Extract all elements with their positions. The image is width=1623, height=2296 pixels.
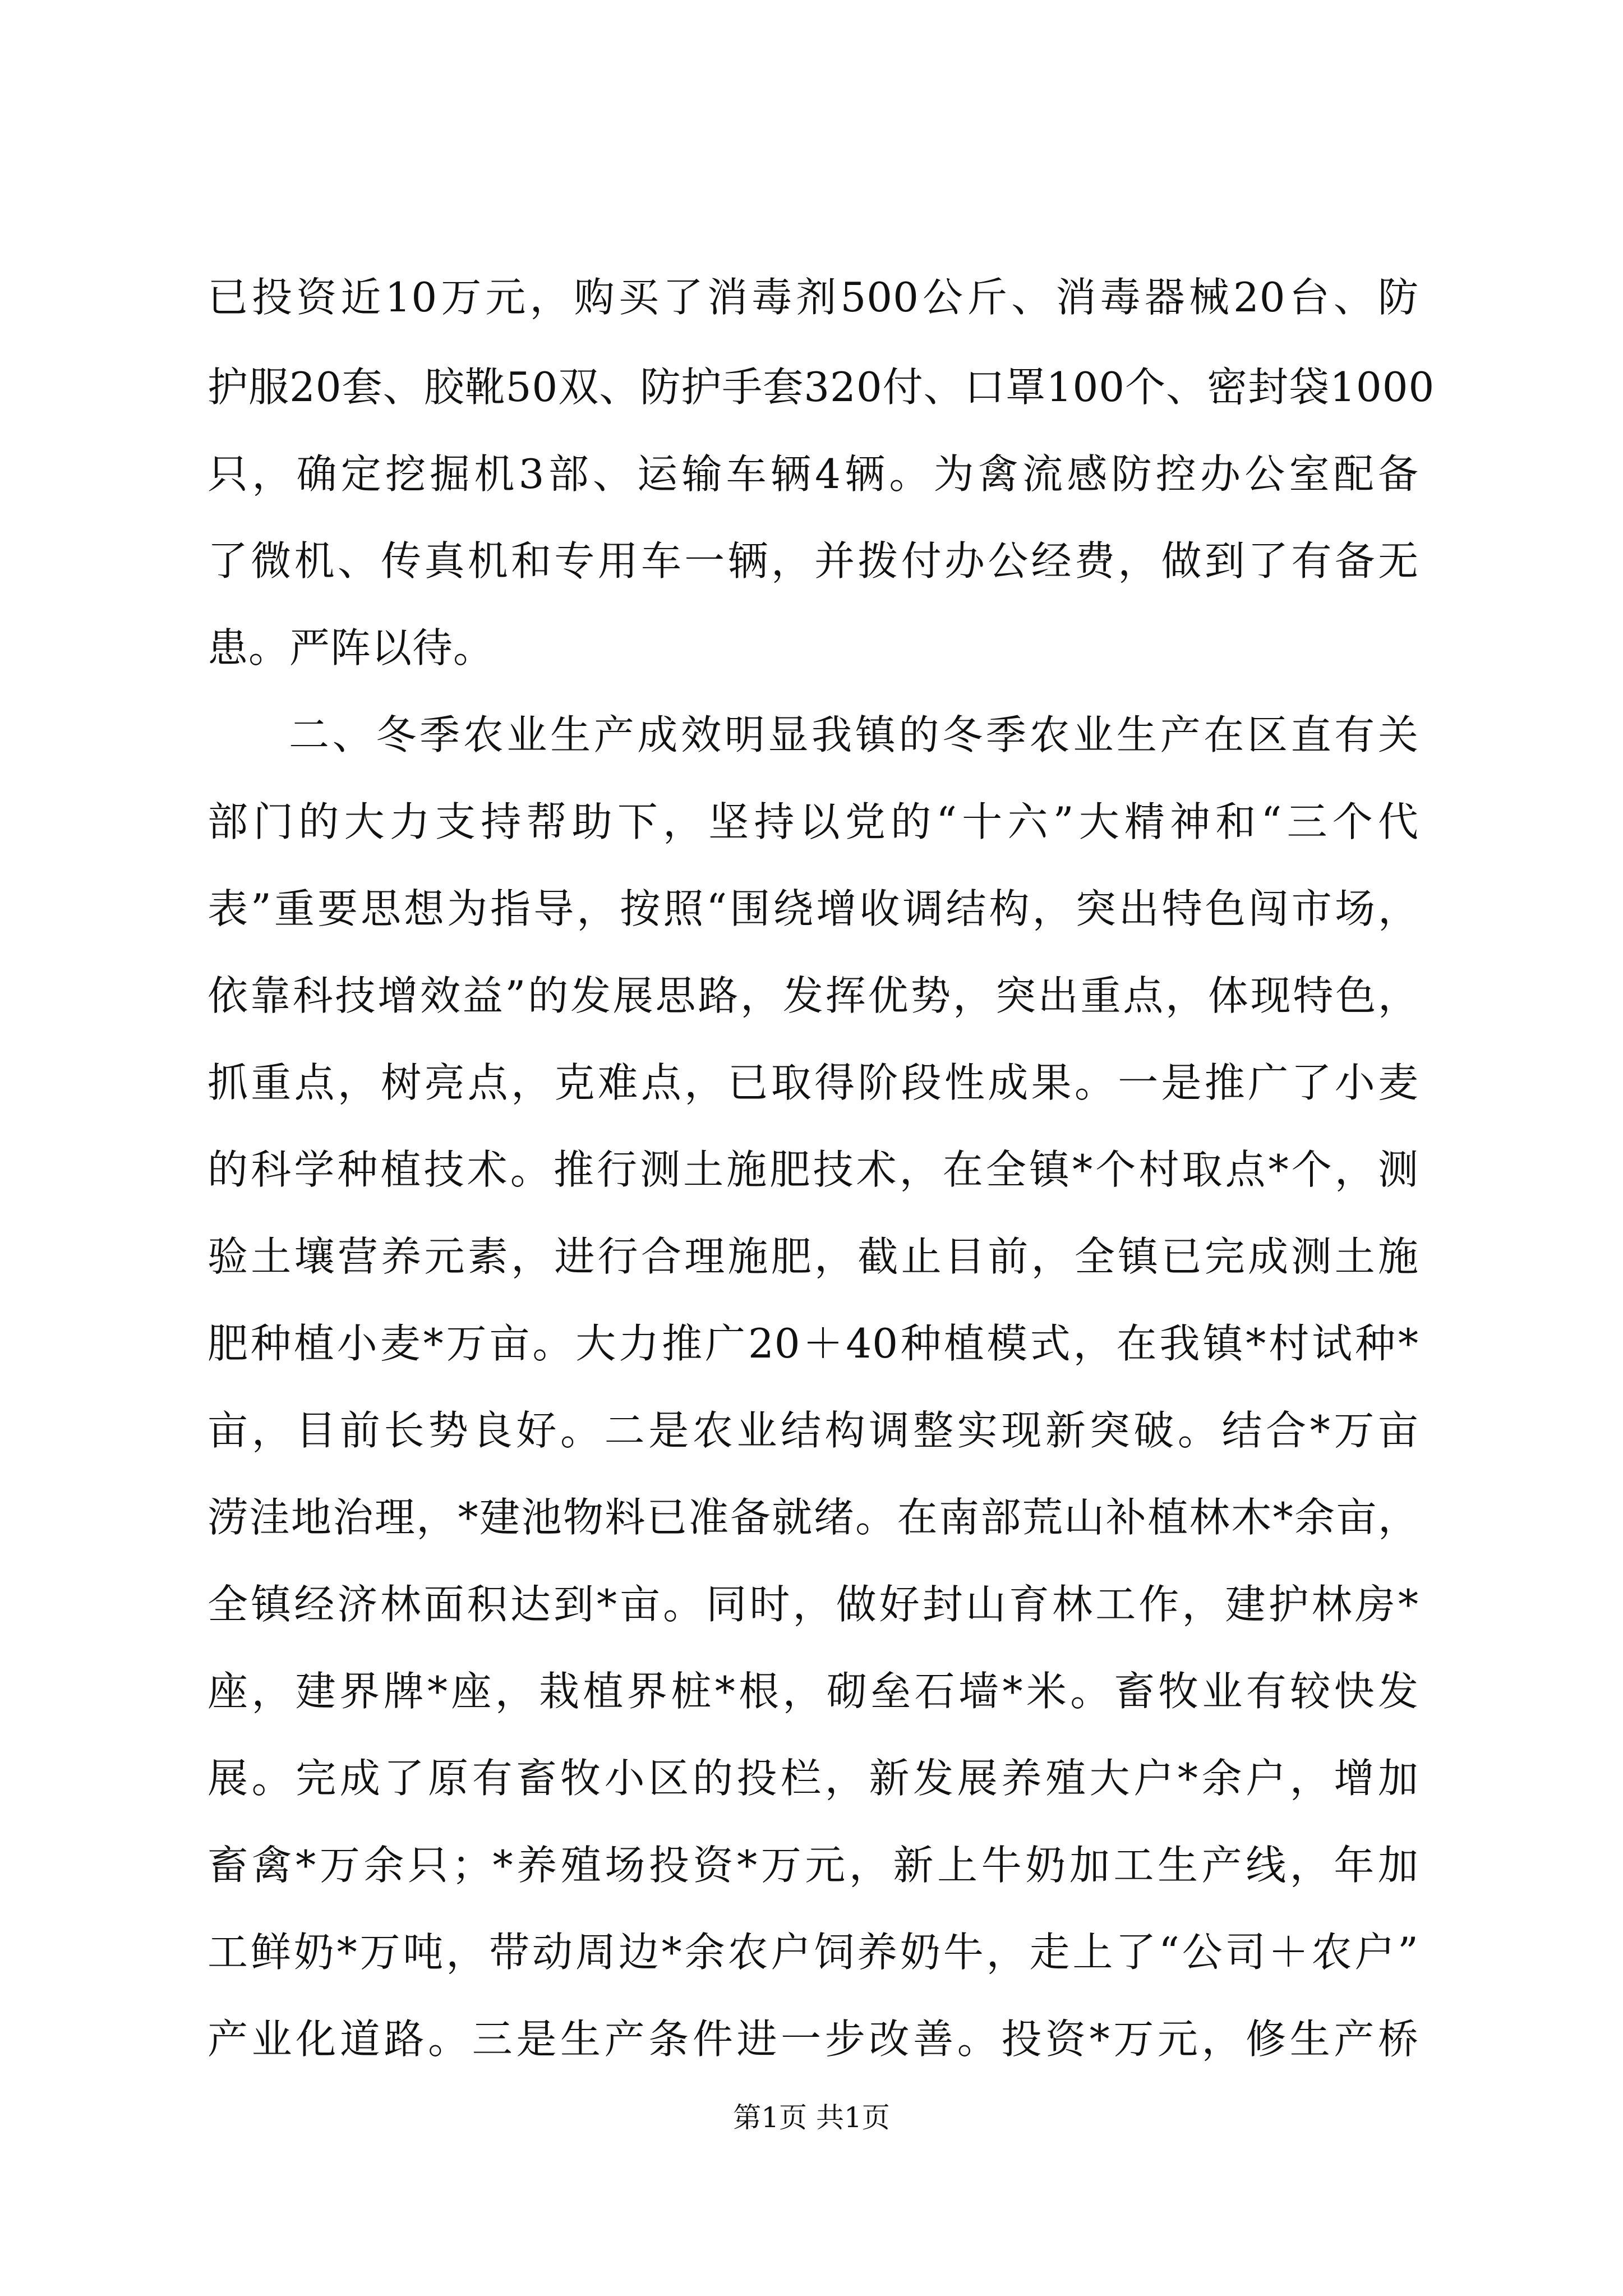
text-line: 全镇经济林面积达到*亩。同时，做好封山育林工作，建护林房*	[208, 1581, 1419, 1628]
text-line: 依靠科技增效益”的发展思路，发挥优势，突出重点，体现特色，	[208, 972, 1419, 1019]
text-line: 亩，目前长势良好。二是农业结构调整实现新突破。结合*万亩	[208, 1407, 1419, 1454]
text-line: 的科学种植技术。推行测土施肥技术，在全镇*个村取点*个，测	[208, 1146, 1419, 1193]
text-line: 了微机、传真机和专用车一辆，并拨付办公经费，做到了有备无	[208, 537, 1419, 585]
text-line: 座，建界牌*座，栽植界桩*根，砌垒石墙*米。畜牧业有较快发	[208, 1668, 1419, 1715]
text-line: 产业化道路。三是生产条件进一步改善。投资*万元，修生产桥	[208, 2016, 1419, 2063]
text-line: 展。完成了原有畜牧小区的投栏，新发展养殖大户*余户，增加	[208, 1755, 1419, 1802]
page-number-footer: 第1页 共1页	[733, 2101, 890, 2134]
text-line: 护服20套、胶靴50双、防护手套320付、口罩100个、密封袋1000	[208, 364, 1435, 411]
text-line: 畜禽*万余只；*养殖场投资*万元，新上牛奶加工生产线，年加	[208, 1842, 1419, 1889]
text-line: 抓重点，树亮点，克难点，已取得阶段性成果。一是推广了小麦	[208, 1059, 1419, 1106]
text-line: 患。严阵以待。	[208, 624, 495, 671]
text-line: 部门的大力支持帮助下，坚持以党的“十六”大精神和“三个代	[208, 798, 1419, 845]
text-line: 已投资近10万元，购买了消毒剂500公斤、消毒器械20台、防	[208, 274, 1419, 321]
text-line: 验土壤营养元素，进行合理施肥，截止目前，全镇已完成测土施	[208, 1233, 1419, 1280]
text-line: 表”重要思想为指导，按照“围绕增收调结构，突出特色闯市场，	[208, 885, 1419, 932]
text-line: 涝洼地治理，*建池物料已准备就绪。在南部荒山补植林木*余亩，	[208, 1494, 1419, 1541]
paragraph-first-line: 二、冬季农业生产成效明显我镇的冬季农业生产在区直有关	[289, 711, 1419, 758]
text-line: 工鲜奶*万吨，带动周边*余农户饲养奶牛，走上了“公司＋农户”	[208, 1929, 1419, 1976]
text-line: 肥种植小麦*万亩。大力推广20＋40种植模式，在我镇*村试种*	[208, 1320, 1419, 1367]
text-line: 只，确定挖掘机3部、运输车辆4辆。为禽流感防控办公室配备	[208, 450, 1419, 498]
